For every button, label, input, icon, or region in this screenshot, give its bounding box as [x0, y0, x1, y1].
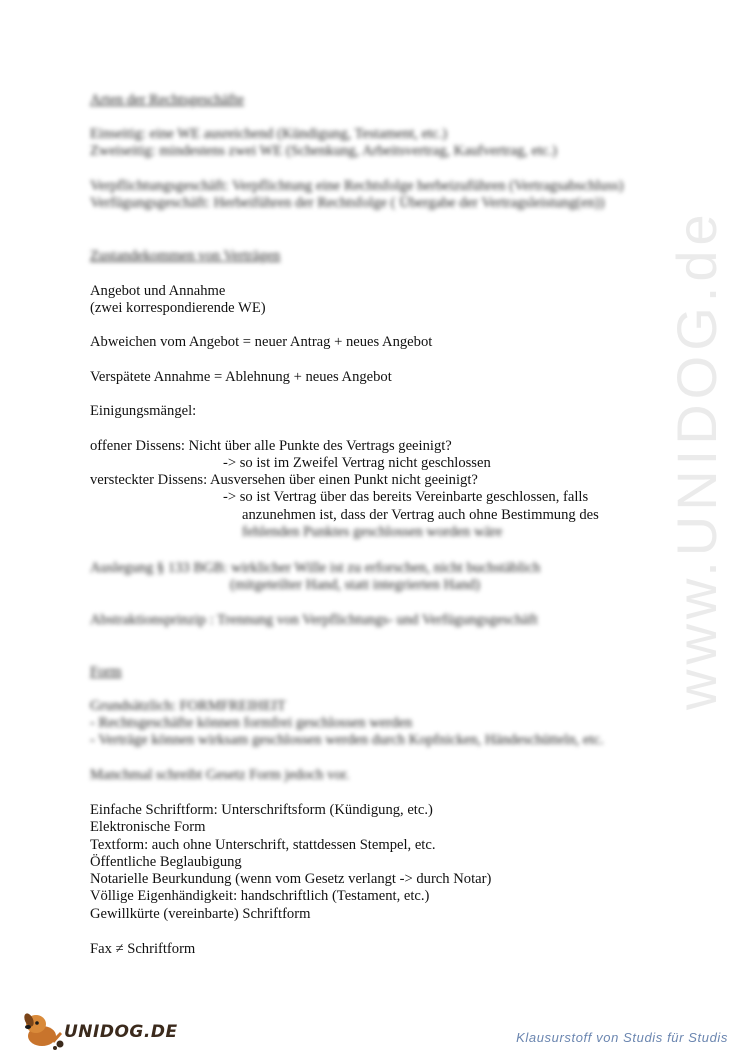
blurred-line: Verpflichtungsgeschäft: Verpflichtung eine Rechtsfolge herbeizuführen (Vertragsabschluss): [90, 178, 624, 194]
text-form-6: Völlige Eigenhändigkeit: handschriftlich (Testament, etc.): [90, 888, 430, 904]
blurred-line: Verfügungsgeschäft: Herbeiführen der Rechtsfolge ( Übergabe der Vertragsleistung(en)): [90, 195, 605, 211]
text-abweichen: Abweichen vom Angebot = neuer Antrag + neues Angebot: [90, 334, 433, 350]
heading-arten: Arten der Rechtsgeschäfte: [90, 92, 244, 108]
text-offener-dissens: offener Dissens: Nicht über alle Punkte des Vertrags geeinigt?: [90, 438, 452, 454]
heading-form: Form: [90, 664, 122, 680]
text-form-5: Notarielle Beurkundung (wenn vom Gesetz verlangt -> durch Notar): [90, 871, 492, 887]
text-einigungsmaengel: Einigungsmängel:: [90, 403, 197, 419]
text-fax: Fax ≠ Schriftform: [90, 941, 196, 957]
blurred-line: Abstraktionsprinzip : Trennung von Verpflichtungs- und Verfügungsgeschäft: [90, 612, 538, 628]
text-angebot-sub: (zwei korrespondierende WE): [90, 300, 266, 316]
text-form-7: Gewillkürte (vereinbarte) Schriftform: [90, 906, 311, 922]
text-versteckter-dissens: versteckter Dissens: Ausversehen über einen Punkt nicht geeinigt?: [90, 472, 478, 488]
text-angebot: Angebot und Annahme: [90, 283, 226, 299]
heading-zustandekommen: Zustandekommen von Verträgen: [90, 248, 281, 264]
blurred-line: Manchmal schreibt Gesetz Form jedoch vor.: [90, 767, 350, 783]
dog-icon: [20, 1010, 66, 1050]
text-form-2: Elektronische Form: [90, 819, 206, 835]
text-versteckter-folge-2: anzunehmen ist, dass der Vertrag auch ohne Bestimmung des: [242, 507, 599, 523]
text-versteckter-folge-1: -> so ist Vertrag über das bereits Vereinbarte geschlossen, falls: [223, 489, 589, 505]
text-form-1: Einfache Schriftform: Unterschriftsform (Kündigung, etc.): [90, 802, 433, 818]
footer-slogan: Klausurstoff von Studis für Studis: [516, 1030, 728, 1045]
watermark: www.UNIDOG.de: [665, 209, 728, 710]
blurred-line: - Rechtsgeschäfte können formfrei geschlossen werden: [90, 715, 413, 731]
blurred-line: fehlenden Punktes geschlossen worden wäre: [242, 524, 503, 540]
unidog-logo[interactable]: [20, 1010, 178, 1050]
blurred-line: Grundsätzlich: FORMFREIHEIT: [90, 698, 286, 714]
text-offener-folge: -> so ist im Zweifel Vertrag nicht geschlossen: [223, 455, 491, 471]
blurred-line: Auslegung § 133 BGB: wirklicher Wille ist zu erforschen, nicht buchstäblich: [90, 560, 541, 576]
blurred-line: Einseitig: eine WE ausreichend (Kündigung, Testament, etc.): [90, 126, 448, 142]
text-verspaetet: Verspätete Annahme = Ablehnung + neues Angebot: [90, 369, 392, 385]
blurred-line: (mitgeteilter Hand, statt integrierten Hand): [230, 577, 481, 593]
blurred-line: - Verträge können wirksam geschlossen werden durch Kopfnicken, Händeschütteln, etc.: [90, 732, 604, 748]
text-form-4: Öffentliche Beglaubigung: [90, 854, 242, 870]
blurred-line: Zweiseitig: mindestens zwei WE (Schenkung, Arbeitsvertrag, Kaufvertrag, etc.): [90, 143, 557, 159]
text-form-3: Textform: auch ohne Unterschrift, stattdessen Stempel, etc.: [90, 837, 436, 853]
logo-text: UNIDOG.DE: [64, 1022, 178, 1042]
